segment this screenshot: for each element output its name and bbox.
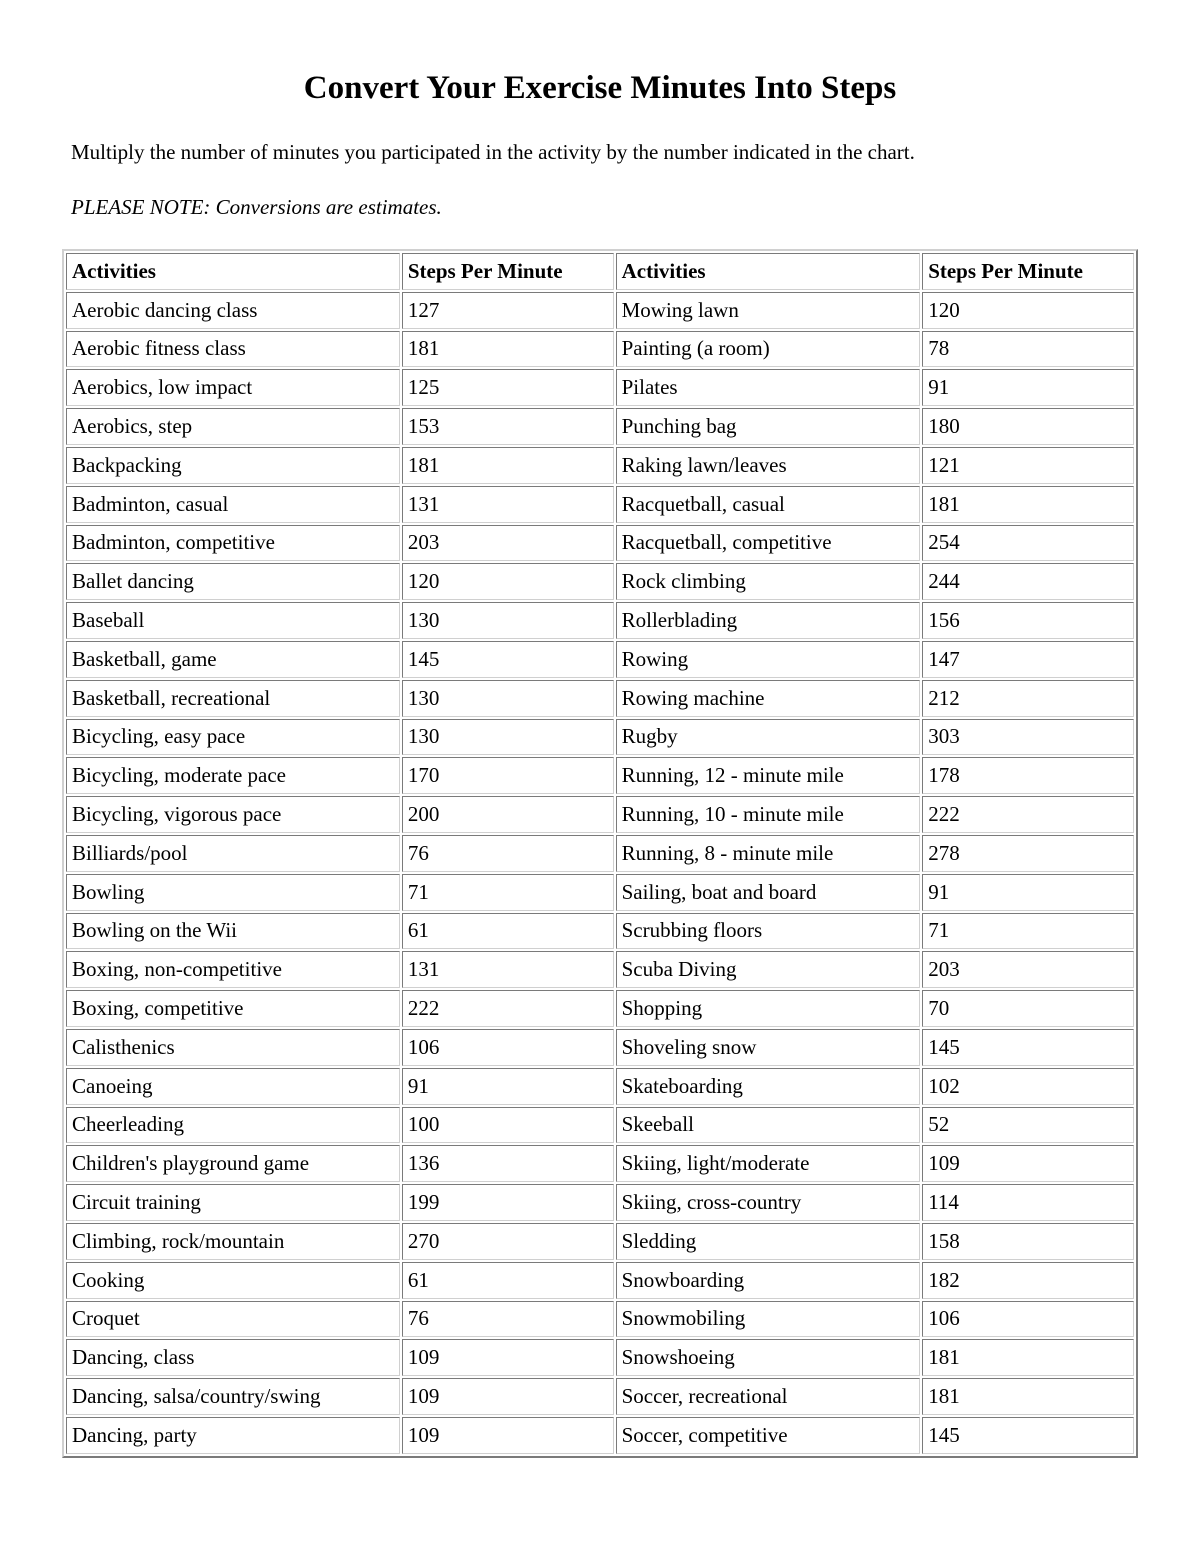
steps-right: 71 [922, 913, 1134, 950]
table-row [66, 680, 1134, 717]
steps-right: 106 [922, 1301, 1134, 1338]
activity-right: Painting (a room) [616, 331, 921, 368]
table-row [66, 447, 1134, 484]
table-row [66, 1068, 1134, 1105]
activity-right: Snowboarding [616, 1262, 921, 1299]
activity-right: Pilates [616, 369, 921, 406]
activity-right: Racquetball, competitive [616, 525, 921, 562]
steps-left: 131 [402, 486, 614, 523]
activity-left: Baseball [66, 602, 400, 639]
steps-right: 178 [922, 757, 1134, 794]
activity-left: Circuit training [66, 1184, 400, 1221]
steps-right: 278 [922, 835, 1134, 872]
table-row [66, 1339, 1134, 1376]
steps-right: 145 [922, 1029, 1134, 1066]
steps-right: 121 [922, 447, 1134, 484]
table-row [66, 1378, 1134, 1415]
activity-left: Aerobic dancing class [66, 292, 400, 329]
table-row [66, 913, 1134, 950]
steps-left: 170 [402, 757, 614, 794]
activity-left: Dancing, class [66, 1339, 400, 1376]
activity-left: Bicycling, moderate pace [66, 757, 400, 794]
table-row [66, 408, 1134, 445]
activity-left: Bowling on the Wii [66, 913, 400, 950]
steps-left: 130 [402, 680, 614, 717]
steps-right: 182 [922, 1262, 1134, 1299]
steps-left: 199 [402, 1184, 614, 1221]
activity-right: Skeeball [616, 1107, 921, 1144]
table-row [66, 796, 1134, 833]
activity-right: Soccer, competitive [616, 1417, 921, 1454]
activity-left: Bicycling, easy pace [66, 719, 400, 756]
steps-right: 203 [922, 951, 1134, 988]
steps-right: 156 [922, 602, 1134, 639]
steps-left: 100 [402, 1107, 614, 1144]
activity-right: Scuba Diving [616, 951, 921, 988]
table-header-row [66, 253, 1134, 290]
table-row [66, 1223, 1134, 1260]
steps-right: 91 [922, 369, 1134, 406]
activity-right: Raking lawn/leaves [616, 447, 921, 484]
activity-left: Children's playground game [66, 1145, 400, 1182]
steps-left: 120 [402, 563, 614, 600]
table-row [66, 1145, 1134, 1182]
activity-left: Backpacking [66, 447, 400, 484]
steps-right: 180 [922, 408, 1134, 445]
steps-left: 61 [402, 1262, 614, 1299]
activity-right: Racquetball, casual [616, 486, 921, 523]
activity-right: Rowing machine [616, 680, 921, 717]
activity-right: Skateboarding [616, 1068, 921, 1105]
steps-right: 222 [922, 796, 1134, 833]
steps-left: 61 [402, 913, 614, 950]
activity-right: Running, 10 - minute mile [616, 796, 921, 833]
steps-table [62, 249, 1138, 1458]
steps-left: 200 [402, 796, 614, 833]
steps-right: 181 [922, 486, 1134, 523]
steps-left: 76 [402, 835, 614, 872]
steps-right: 303 [922, 719, 1134, 756]
steps-right: 244 [922, 563, 1134, 600]
activity-left: Canoeing [66, 1068, 400, 1105]
activity-right: Rowing [616, 641, 921, 678]
activity-right: Running, 8 - minute mile [616, 835, 921, 872]
table-body [66, 292, 1134, 1454]
steps-left: 270 [402, 1223, 614, 1260]
header-activities-left: Activities [66, 253, 400, 290]
steps-right: 114 [922, 1184, 1134, 1221]
steps-left: 127 [402, 292, 614, 329]
activity-right: Shoveling snow [616, 1029, 921, 1066]
activity-left: Boxing, non-competitive [66, 951, 400, 988]
activity-right: Soccer, recreational [616, 1378, 921, 1415]
activity-left: Basketball, game [66, 641, 400, 678]
table-row [66, 990, 1134, 1027]
activity-right: Shopping [616, 990, 921, 1027]
steps-right: 145 [922, 1417, 1134, 1454]
table-row [66, 719, 1134, 756]
steps-left: 130 [402, 602, 614, 639]
table-row [66, 1029, 1134, 1066]
activity-right: Rock climbing [616, 563, 921, 600]
header-activities-right: Activities [616, 253, 921, 290]
steps-right: 109 [922, 1145, 1134, 1182]
activity-left: Badminton, casual [66, 486, 400, 523]
steps-right: 147 [922, 641, 1134, 678]
activity-right: Rugby [616, 719, 921, 756]
activity-right: Snowmobiling [616, 1301, 921, 1338]
activity-left: Basketball, recreational [66, 680, 400, 717]
table-row [66, 1184, 1134, 1221]
table-row [66, 1262, 1134, 1299]
activity-left: Bicycling, vigorous pace [66, 796, 400, 833]
activity-right: Sledding [616, 1223, 921, 1260]
table-row [66, 874, 1134, 911]
steps-left: 109 [402, 1417, 614, 1454]
steps-right: 181 [922, 1339, 1134, 1376]
table-row [66, 835, 1134, 872]
steps-left: 71 [402, 874, 614, 911]
steps-right: 212 [922, 680, 1134, 717]
steps-left: 136 [402, 1145, 614, 1182]
steps-right: 70 [922, 990, 1134, 1027]
steps-left: 222 [402, 990, 614, 1027]
activity-right: Mowing lawn [616, 292, 921, 329]
activity-right: Skiing, light/moderate [616, 1145, 921, 1182]
activity-right: Skiing, cross-country [616, 1184, 921, 1221]
activity-left: Badminton, competitive [66, 525, 400, 562]
steps-left: 145 [402, 641, 614, 678]
steps-right: 254 [922, 525, 1134, 562]
table-row [66, 602, 1134, 639]
activity-left: Croquet [66, 1301, 400, 1338]
activity-right: Punching bag [616, 408, 921, 445]
activity-right: Rollerblading [616, 602, 921, 639]
estimate-note: PLEASE NOTE: Conversions are estimates. [71, 195, 442, 219]
activity-left: Cheerleading [66, 1107, 400, 1144]
steps-left: 203 [402, 525, 614, 562]
page-title: Convert Your Exercise Minutes Into Steps [303, 70, 897, 106]
activity-left: Aerobics, low impact [66, 369, 400, 406]
steps-left: 109 [402, 1378, 614, 1415]
steps-left: 181 [402, 447, 614, 484]
steps-left: 76 [402, 1301, 614, 1338]
steps-left: 109 [402, 1339, 614, 1376]
header-steps-right: Steps Per Minute [922, 253, 1134, 290]
steps-left: 131 [402, 951, 614, 988]
table-row [66, 1417, 1134, 1454]
table-row [66, 369, 1134, 406]
activity-left: Boxing, competitive [66, 990, 400, 1027]
intro-text: Multiply the number of minutes you participated in the activity by the number indicated in the chart. [71, 140, 915, 164]
steps-left: 91 [402, 1068, 614, 1105]
steps-left: 125 [402, 369, 614, 406]
table-row [66, 292, 1134, 329]
steps-left: 106 [402, 1029, 614, 1066]
activity-right: Sailing, boat and board [616, 874, 921, 911]
activity-left: Ballet dancing [66, 563, 400, 600]
steps-right: 158 [922, 1223, 1134, 1260]
steps-right: 120 [922, 292, 1134, 329]
activity-left: Bowling [66, 874, 400, 911]
steps-left: 153 [402, 408, 614, 445]
steps-right: 78 [922, 331, 1134, 368]
table-row [66, 331, 1134, 368]
table-row [66, 951, 1134, 988]
activity-left: Billiards/pool [66, 835, 400, 872]
activity-left: Dancing, salsa/country/swing [66, 1378, 400, 1415]
table-row [66, 1301, 1134, 1338]
table-row [66, 1107, 1134, 1144]
steps-right: 52 [922, 1107, 1134, 1144]
activity-left: Aerobic fitness class [66, 331, 400, 368]
table-row [66, 563, 1134, 600]
header-steps-left: Steps Per Minute [402, 253, 614, 290]
steps-right: 181 [922, 1378, 1134, 1415]
steps-right: 91 [922, 874, 1134, 911]
table-row [66, 525, 1134, 562]
activity-left: Aerobics, step [66, 408, 400, 445]
activity-left: Climbing, rock/mountain [66, 1223, 400, 1260]
steps-left: 181 [402, 331, 614, 368]
activity-left: Cooking [66, 1262, 400, 1299]
activity-left: Dancing, party [66, 1417, 400, 1454]
table-row [66, 757, 1134, 794]
table-row [66, 486, 1134, 523]
activity-left: Calisthenics [66, 1029, 400, 1066]
steps-right: 102 [922, 1068, 1134, 1105]
table-row [66, 641, 1134, 678]
activity-right: Running, 12 - minute mile [616, 757, 921, 794]
activity-right: Scrubbing floors [616, 913, 921, 950]
steps-left: 130 [402, 719, 614, 756]
activity-right: Snowshoeing [616, 1339, 921, 1376]
